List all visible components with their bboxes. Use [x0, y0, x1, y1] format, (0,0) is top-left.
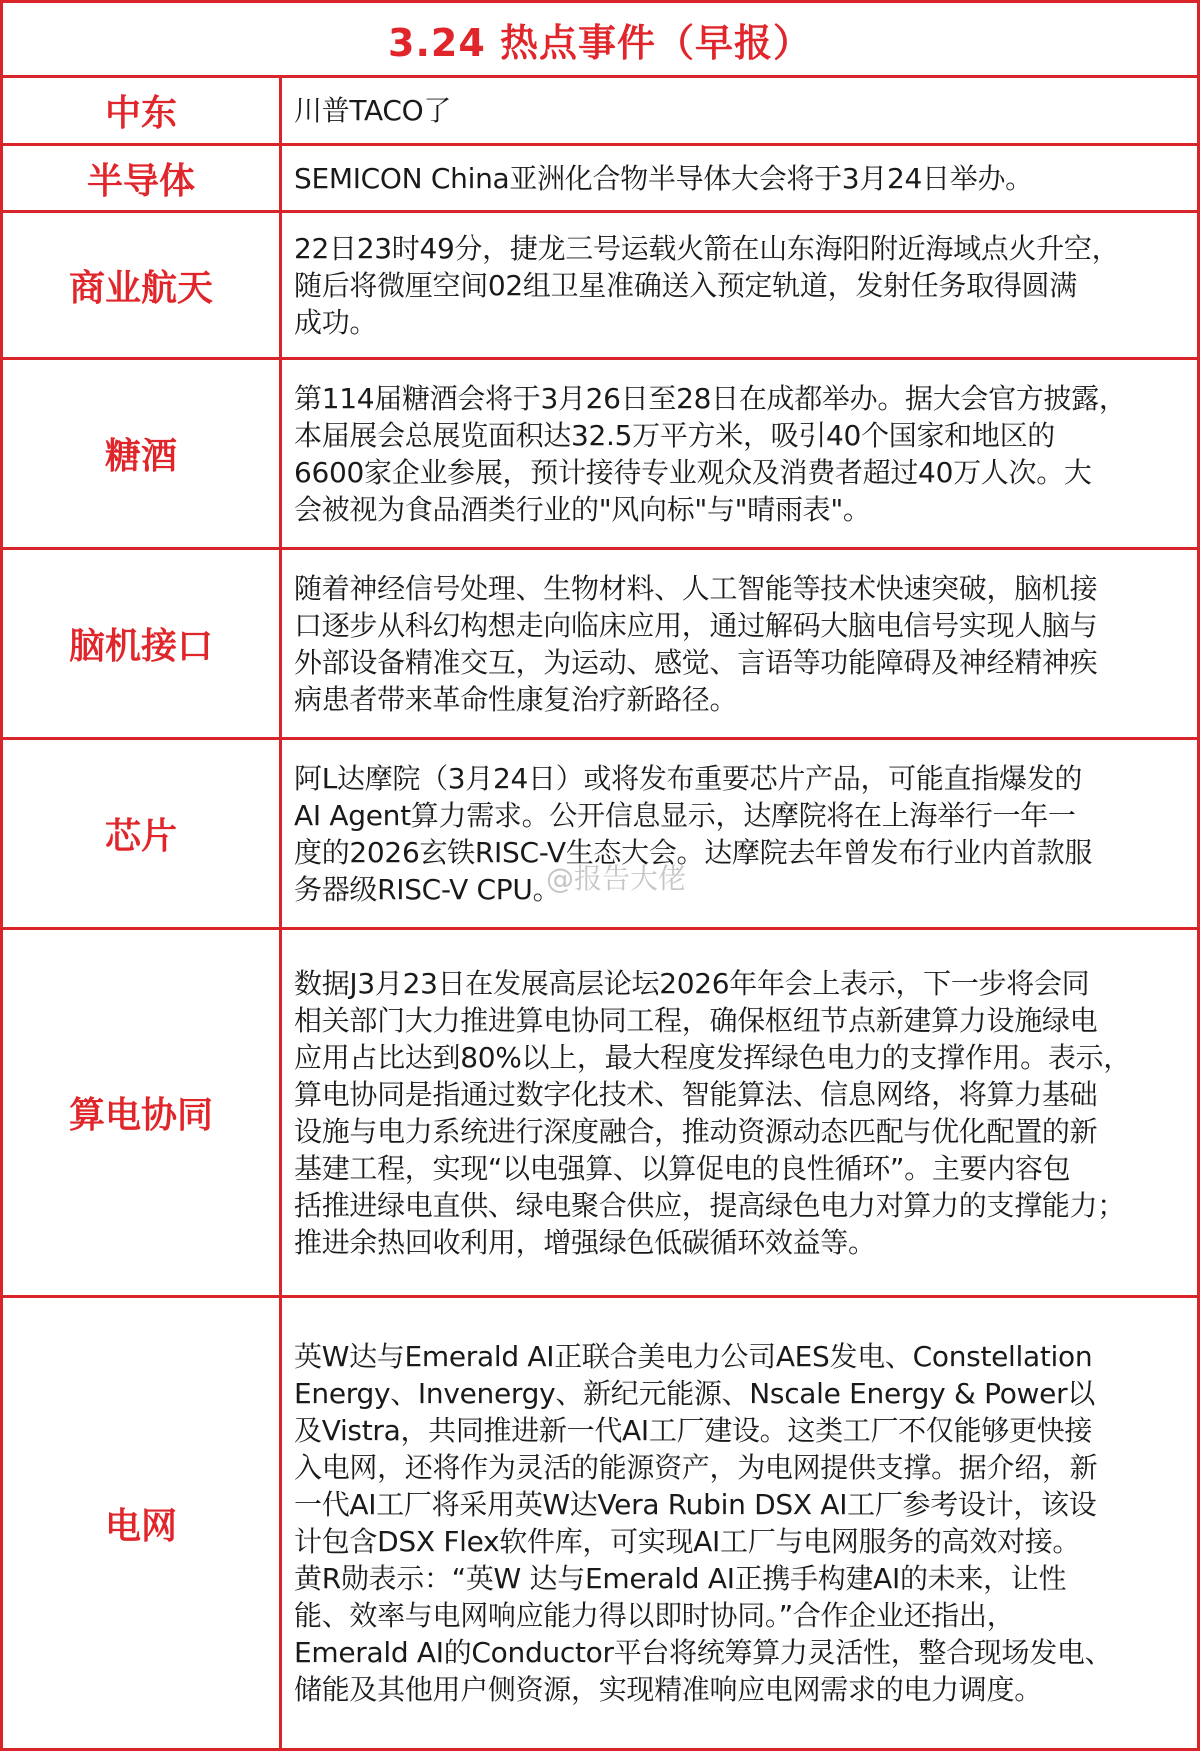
- table-row: [3, 78, 1197, 146]
- table-row: [3, 930, 1197, 1298]
- row-label: 商业航天: [3, 213, 282, 357]
- row-content: 随着神经信号处理、生物材料、人工智能等技术快速突破，脑机接 口逐步从科幻构想走向临床应用，通过解码大脑电信号实现人脑与 外部设备精准交互，为运动、感觉、言语等功能障碍及神经精神疾 病患者带来革命性康复治疗新路径。: [294, 571, 1098, 716]
- table-row: [3, 1298, 1197, 1748]
- watermark: @报告大佬: [546, 862, 687, 895]
- row-content: 川普TACO了: [294, 94, 452, 127]
- table-row: [3, 360, 1197, 550]
- row-label: 脑机接口: [3, 550, 282, 737]
- row-label: 算电协同: [3, 930, 282, 1295]
- row-label: 半导体: [3, 146, 282, 210]
- row-label: 芯片: [3, 740, 282, 927]
- row-content: 第114届糖酒会将于3月26日至28日在成都举办。据大会官方披露， 本届展会总展览面积达32.5万平方米，吸引40个国家和地区的 6600家企业参展，预计接待专业观众及消费者超过40万人次。大 会被视为食品酒类行业的"风向标"与"晴雨表"。: [294, 381, 1127, 526]
- row-label: 糖酒: [3, 360, 282, 547]
- row-label: 中东: [3, 78, 282, 143]
- row-content: 阿L达摩院（3月24日）或将发布重要芯片产品，可能直指爆发的 AI Agent算力需求。公开信息显示，达摩院将在上海举行一年一 度的2026玄铁RISC-V生态大会。达摩院去年曾发布行业内首款服 务器级RISC-V CPU。: [294, 761, 1093, 906]
- table-row: [3, 146, 1197, 213]
- table-row: [3, 213, 1197, 360]
- table-row: [3, 550, 1197, 740]
- table-row: [3, 740, 1197, 930]
- row-content: 数据J3月23日在发展高层论坛2026年年会上表示，下一步将会同 相关部门大力推进算电协同工程，确保枢纽节点新建算力设施绿电 应用占比达到80%以上，最大程度发挥绿色电力的支撑作用。表示， 算电协同是指通过数字化技术、智能算法、信息网络，将算力基础 设施与电力系统进行深度融合，推动资源动态匹配与优化配置的新 基建工程，实现“以电强算、以算促电的良性循环”。主要内容包 括推进绿电直供、绿电聚合供应，提高绿色电力对算力的支撑能力； 推进余热回收利用，增强绿色低碳循环效益等。: [294, 966, 1131, 1259]
- row-content: 英W达与Emerald AI正联合美电力公司AES发电、Constellation Energy、Invenergy、新纪元能源、Nscale Energy & Power以 及Vistra，共同推进新一代AI工厂建设。这类工厂不仅能够更快接 入电网，还将作为灵活的能源资产，为电网提供支撑。据介绍，新 一代AI工厂将采用英W达Vera Rubin DSX AI工厂参考设计，该设 计包含DSX Flex软件库，可实现AI工厂与电网服务的高效对接。 黄R勋表示：“英W 达与Emerald AI正携手构建AI的未来，让性 能、效率与电网响应能力得以即时协同。”合作企业还指出， Emerald AI的Conductor平台将统筹算力灵活性，整合现场发电、 储能及其他用户侧资源，实现精准响应电网需求的电力调度。: [294, 1340, 1113, 1706]
- page-title: 3.24 热点事件（早报）: [3, 3, 1197, 78]
- row-label: 电网: [3, 1298, 282, 1748]
- row-content: SEMICON China亚洲化合物半导体大会将于3月24日举办。: [294, 161, 1033, 195]
- row-content: 22日23时49分，捷龙三号运载火箭在山东海阳附近海域点火升空， 随后将微厘空间02组卫星准确送入预定轨道，发射任务取得圆满 成功。: [294, 231, 1120, 339]
